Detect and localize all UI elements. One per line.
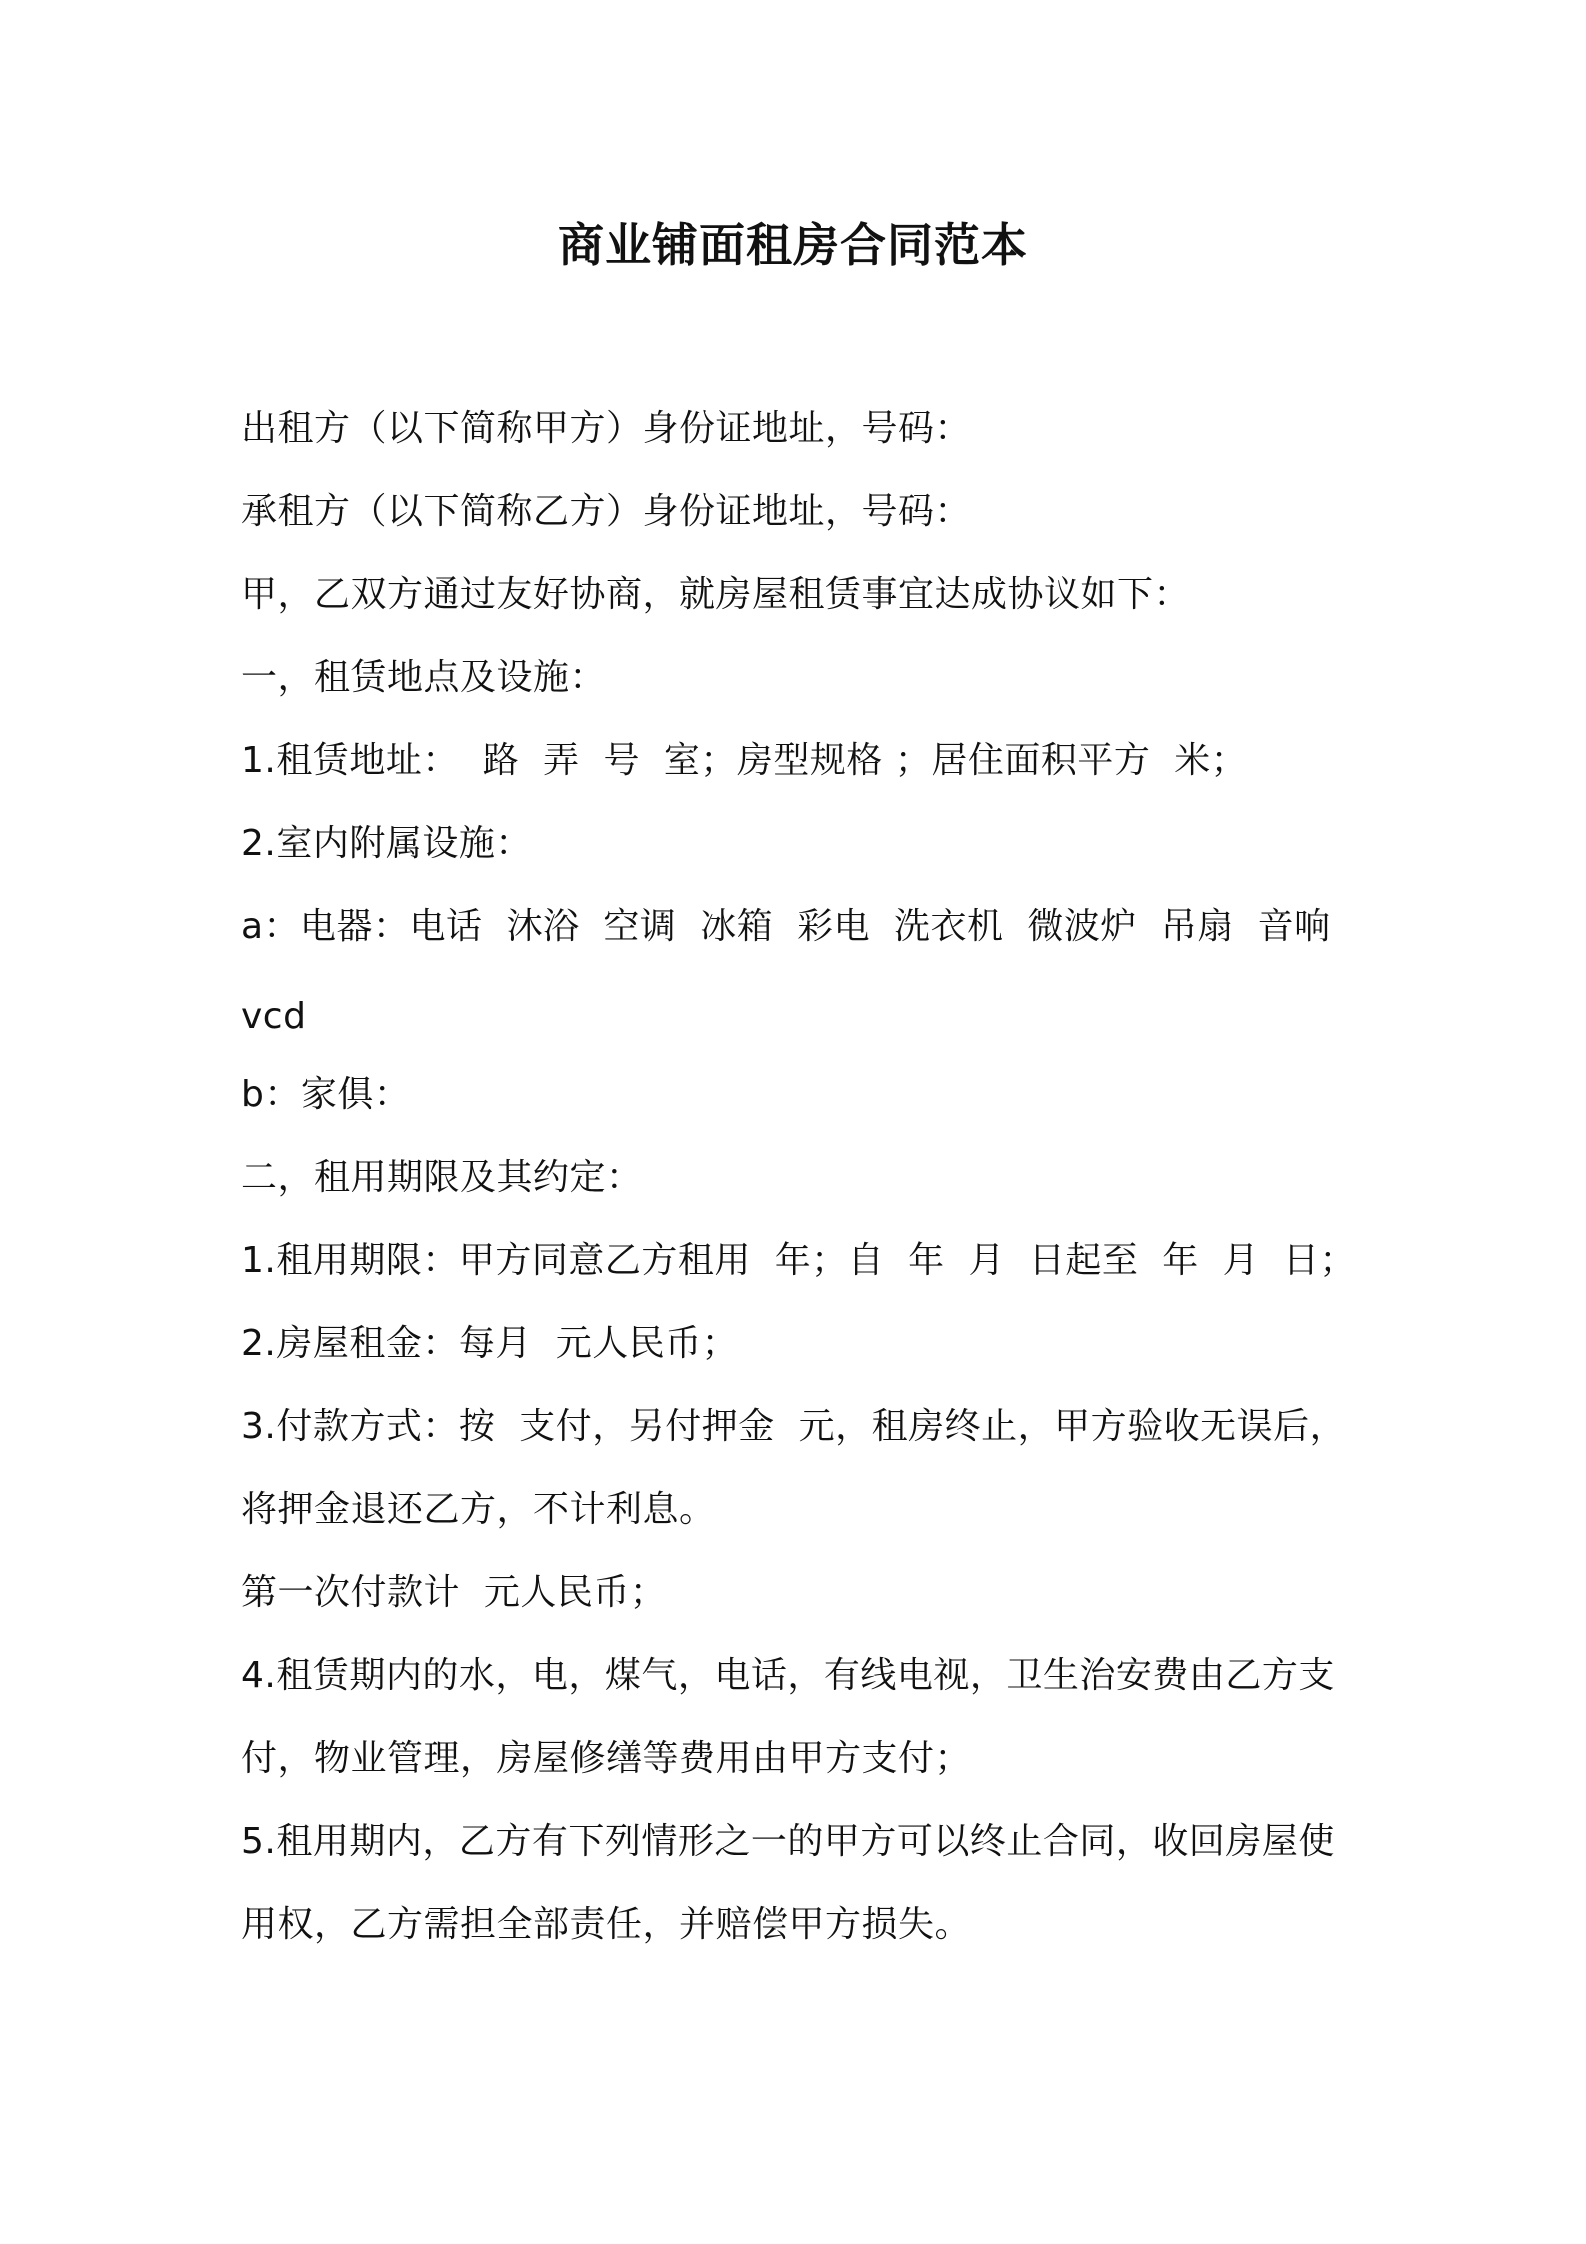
clause-termination-cont: 用权，乙方需担全部责任，并赔偿甲方损失。 [241, 1904, 972, 1945]
clause-appliances-cont: vcd [241, 996, 307, 1037]
clause-utilities-cont: 付，物业管理，房屋修缮等费用由甲方支付； [241, 1738, 972, 1779]
clause-furniture: b：家俱： [241, 1074, 411, 1115]
paragraph-lessee: 承租方（以下简称乙方）身份证地址，号码： [241, 491, 972, 532]
document-body [241, 406, 1361, 1948]
section-heading-location: 一，租赁地点及设施： [241, 657, 607, 698]
section-heading-term: 二，租用期限及其约定： [241, 1157, 643, 1198]
clause-utilities: 4.租赁期内的水，电，煤气，电话，有线电视，卫生治安费由乙方支 [241, 1655, 1335, 1696]
clause-appliances: a：电器：电话 沐浴 空调 冰箱 彩电 洗衣机 微波炉 吊扇 音响 [241, 906, 1331, 947]
clause-payment-method-cont: 将押金退还乙方，不计利息。 [241, 1489, 716, 1530]
paragraph-lessor: 出租方（以下简称甲方）身份证地址，号码： [241, 408, 972, 449]
clause-payment-method: 3.付款方式：按 支付，另付押金 元，租房终止，甲方验收无误后， [241, 1406, 1347, 1447]
clause-rental-address: 1.租赁地址： 路 弄 号 室；房型规格 ；居住面积平方 米； [241, 740, 1248, 781]
clause-lease-term: 1.租用期限：甲方同意乙方租用 年；自 年 月 日起至 年 月 日； [241, 1240, 1357, 1281]
clause-rent: 2.房屋租金：每月 元人民币； [241, 1323, 739, 1364]
clause-first-payment: 第一次付款计 元人民币； [241, 1572, 667, 1613]
clause-facilities: 2.室内附属设施： [241, 823, 532, 864]
paragraph-agreement-intro: 甲，乙双方通过友好协商，就房屋租赁事宜达成协议如下： [241, 574, 1191, 615]
clause-termination: 5.租用期内，乙方有下列情形之一的甲方可以终止合同，收回房屋使 [241, 1821, 1335, 1862]
document-title: 商业铺面租房合同范本 [558, 218, 1028, 272]
